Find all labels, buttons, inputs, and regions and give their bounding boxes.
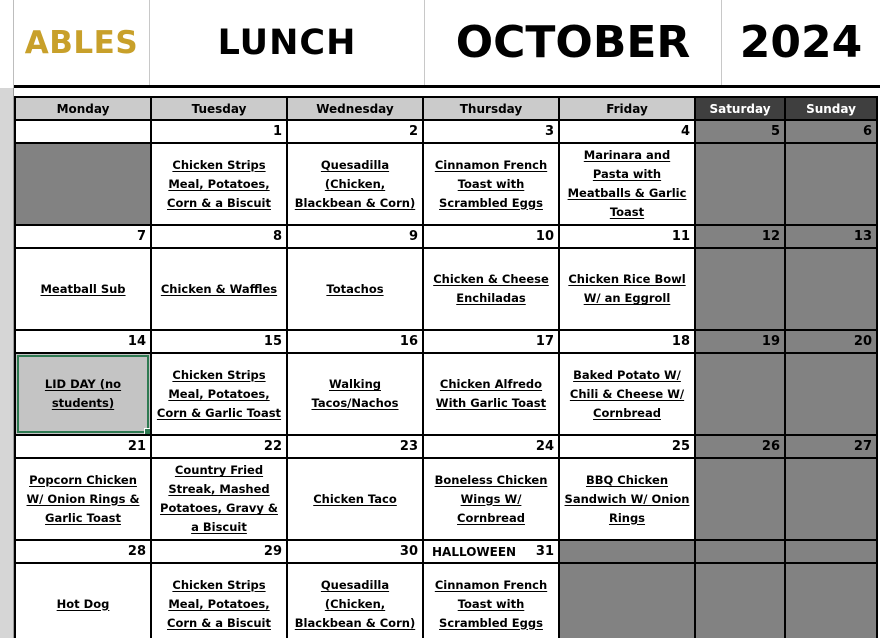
menu-cell[interactable]	[696, 564, 786, 638]
menu-cell[interactable]	[786, 249, 876, 331]
date-number: 10	[535, 229, 554, 244]
menu-text: Chicken Strips Meal, Potatoes, Corn & a Biscuit	[167, 157, 271, 210]
date-cell[interactable]	[424, 121, 560, 144]
menu-cell[interactable]	[288, 564, 424, 638]
row-header-gutter-top	[0, 0, 14, 88]
date-number: 17	[535, 334, 554, 349]
date-number: 30	[399, 544, 418, 559]
menu-cell[interactable]	[16, 249, 152, 331]
date-cell[interactable]	[16, 226, 152, 249]
menu-text: Chicken Alfredo With Garlic Toast	[435, 377, 547, 410]
date-number: 15	[263, 334, 282, 349]
menu-text: Country Fried Streak, Mashed Potatoes, Gravy & a Biscuit	[160, 463, 278, 534]
title-cell-school[interactable]	[14, 0, 150, 85]
date-number: 23	[399, 439, 418, 454]
date-cell[interactable]	[696, 226, 786, 249]
date-cell[interactable]	[16, 121, 152, 144]
menu-text: Chicken Taco	[313, 491, 397, 506]
menu-cell[interactable]	[288, 354, 424, 436]
menu-cell[interactable]	[152, 249, 288, 331]
menu-cell[interactable]	[786, 354, 876, 436]
menu-cell[interactable]	[16, 564, 152, 638]
date-number: 16	[399, 334, 418, 349]
date-cell[interactable]	[560, 436, 696, 459]
menu-text: Meatball Sub	[40, 281, 126, 296]
date-cell[interactable]	[424, 331, 560, 354]
calendar-grid	[14, 96, 878, 638]
date-number: 9	[408, 229, 418, 244]
date-cell[interactable]	[288, 541, 424, 564]
menu-cell[interactable]	[152, 354, 288, 436]
date-cell[interactable]	[152, 121, 288, 144]
day-header-thursday[interactable]: Thursday	[424, 98, 560, 121]
date-cell[interactable]	[424, 436, 560, 459]
menu-text: Walking Tacos/Nachos	[311, 377, 399, 410]
title-cell-month[interactable]	[425, 0, 722, 85]
date-cell[interactable]	[16, 436, 152, 459]
menu-cell[interactable]	[560, 144, 696, 226]
menu-row	[16, 564, 876, 638]
date-cell[interactable]	[696, 331, 786, 354]
day-header-wednesday[interactable]: Wednesday	[288, 98, 424, 121]
date-number: 25	[671, 439, 690, 454]
menu-cell[interactable]	[288, 459, 424, 541]
menu-text: Chicken Strips Meal, Potatoes, Corn & Garlic Toast	[156, 367, 282, 420]
date-row	[16, 226, 876, 249]
menu-text: Cinnamon French Toast with Scrambled Eggs	[434, 157, 548, 210]
menu-cell[interactable]	[696, 144, 786, 226]
month-name: OCTOBER	[455, 17, 691, 68]
menu-text: Popcorn Chicken W/ Onion Rings & Garlic Toast	[26, 472, 140, 525]
day-header-monday[interactable]: Monday	[16, 98, 152, 121]
menu-cell[interactable]	[696, 249, 786, 331]
day-header-sunday[interactable]: Sunday	[786, 98, 876, 121]
menu-text: Hot Dog	[56, 596, 110, 611]
menu-text: Chicken & Waffles	[160, 281, 278, 296]
menu-text: Chicken Strips Meal, Potatoes, Corn & a Biscuit	[167, 577, 271, 630]
date-number: 19	[761, 334, 780, 349]
date-cell[interactable]	[560, 121, 696, 144]
date-cell[interactable]	[786, 121, 876, 144]
holiday-label: HALLOWEEN	[432, 544, 517, 559]
menu-text: Baked Potato W/ Chili & Cheese W/ Cornbread	[569, 367, 685, 420]
date-number: 3	[544, 124, 554, 139]
menu-row	[16, 144, 876, 226]
menu-text: Chicken & Cheese Enchiladas	[433, 272, 549, 305]
date-cell[interactable]	[288, 331, 424, 354]
calendar-title-bar	[14, 0, 880, 88]
date-cell[interactable]	[288, 121, 424, 144]
date-cell[interactable]	[786, 226, 876, 249]
menu-cell[interactable]	[560, 249, 696, 331]
date-number: 6	[862, 124, 872, 139]
menu-text: Cinnamon French Toast with Scrambled Eggs	[434, 577, 548, 630]
date-number: 11	[671, 229, 690, 244]
menu-cell[interactable]	[152, 459, 288, 541]
date-row	[16, 121, 876, 144]
day-header-row	[16, 98, 876, 121]
menu-text: Chicken Rice Bowl W/ an Eggroll	[568, 272, 686, 305]
menu-cell-selected[interactable]	[16, 354, 152, 436]
date-cell[interactable]	[560, 226, 696, 249]
date-cell[interactable]	[696, 436, 786, 459]
date-number: 7	[136, 229, 146, 244]
menu-cell[interactable]	[786, 564, 876, 638]
date-cell[interactable]	[152, 226, 288, 249]
menu-row	[16, 249, 876, 331]
date-cell[interactable]	[786, 541, 876, 564]
menu-row	[16, 354, 876, 436]
date-cell[interactable]	[16, 331, 152, 354]
year-value: 2024	[739, 17, 863, 68]
date-cell[interactable]	[152, 436, 288, 459]
date-number: 5	[770, 124, 780, 139]
menu-row	[16, 459, 876, 541]
menu-text: Marinara and Pasta with Meatballs & Garlic Toast	[567, 148, 687, 219]
date-cell[interactable]	[424, 541, 560, 564]
menu-cell[interactable]	[424, 354, 560, 436]
menu-cell[interactable]	[786, 144, 876, 226]
menu-cell[interactable]	[424, 564, 560, 638]
date-row	[16, 436, 876, 459]
date-number: 29	[263, 544, 282, 559]
date-number: 2	[408, 124, 418, 139]
menu-text: LID DAY (no students)	[44, 377, 122, 410]
date-cell[interactable]	[16, 541, 152, 564]
date-cell[interactable]	[696, 121, 786, 144]
date-cell[interactable]	[152, 541, 288, 564]
date-cell[interactable]	[288, 226, 424, 249]
date-number: 27	[853, 439, 872, 454]
menu-text: Boneless Chicken Wings W/ Cornbread	[434, 472, 548, 525]
date-cell[interactable]	[424, 226, 560, 249]
date-number: 20	[853, 334, 872, 349]
day-header-friday[interactable]: Friday	[560, 98, 696, 121]
date-number: 18	[671, 334, 690, 349]
date-row	[16, 331, 876, 354]
date-cell[interactable]	[696, 541, 786, 564]
title-cell-meal[interactable]	[150, 0, 425, 85]
date-number: 12	[761, 229, 780, 244]
menu-cell[interactable]	[16, 144, 152, 226]
date-number: 24	[535, 439, 554, 454]
date-number: 13	[853, 229, 872, 244]
date-number: 1	[272, 124, 282, 139]
date-cell[interactable]	[288, 436, 424, 459]
menu-cell[interactable]	[152, 144, 288, 226]
row-header-gutter	[0, 0, 14, 638]
date-cell[interactable]	[786, 436, 876, 459]
menu-cell[interactable]	[560, 564, 696, 638]
menu-text: BBQ Chicken Sandwich W/ Onion Rings	[564, 472, 690, 525]
date-number: 28	[127, 544, 146, 559]
day-header-tuesday[interactable]: Tuesday	[152, 98, 288, 121]
menu-cell[interactable]	[560, 459, 696, 541]
date-number: 26	[761, 439, 780, 454]
menu-cell[interactable]	[16, 459, 152, 541]
menu-cell[interactable]	[786, 459, 876, 541]
menu-text: Quesadilla (Chicken, Blackbean & Corn)	[294, 577, 416, 630]
menu-cell[interactable]	[152, 564, 288, 638]
date-number: 14	[127, 334, 146, 349]
menu-cell[interactable]	[696, 459, 786, 541]
date-number: 8	[272, 229, 282, 244]
date-cell[interactable]	[786, 331, 876, 354]
menu-text: Quesadilla (Chicken, Blackbean & Corn)	[294, 157, 416, 210]
date-number: 21	[127, 439, 146, 454]
date-number: 22	[263, 439, 282, 454]
menu-text: Totachos	[326, 281, 384, 296]
date-number: 4	[680, 124, 690, 139]
menu-cell[interactable]	[560, 354, 696, 436]
date-cell[interactable]	[560, 331, 696, 354]
title-cell-year[interactable]	[722, 0, 880, 85]
menu-cell[interactable]	[424, 249, 560, 331]
menu-cell[interactable]	[696, 354, 786, 436]
date-number: 31	[535, 544, 554, 559]
menu-cell[interactable]	[424, 459, 560, 541]
menu-cell[interactable]	[288, 249, 424, 331]
menu-cell[interactable]	[424, 144, 560, 226]
school-name: ABLES	[24, 24, 139, 61]
menu-cell[interactable]	[288, 144, 424, 226]
fill-handle[interactable]	[144, 428, 151, 435]
meal-type: LUNCH	[217, 22, 357, 63]
day-header-saturday[interactable]: Saturday	[696, 98, 786, 121]
date-cell[interactable]	[152, 331, 288, 354]
date-row	[16, 541, 876, 564]
date-cell[interactable]	[560, 541, 696, 564]
